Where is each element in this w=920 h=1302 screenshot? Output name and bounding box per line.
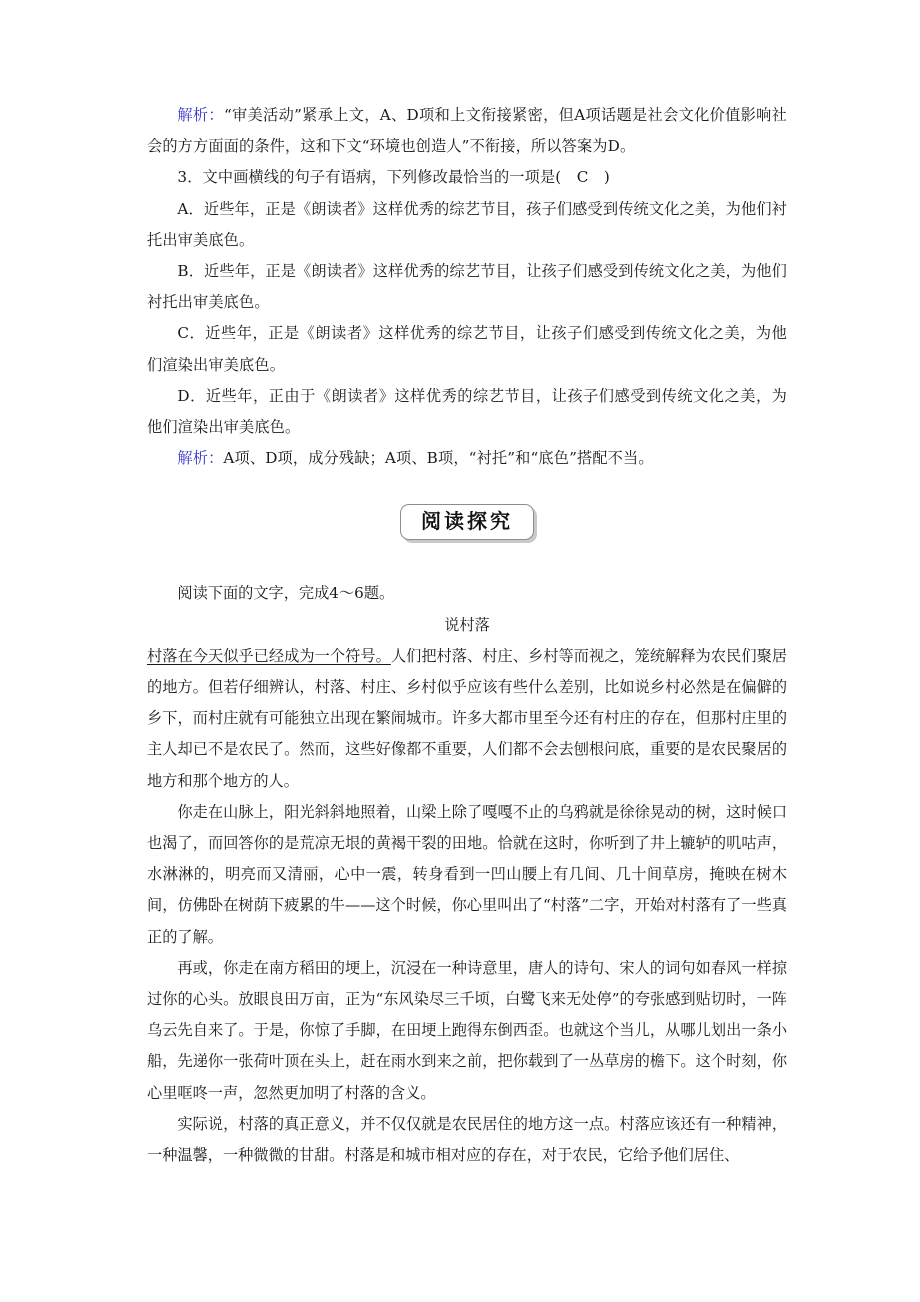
analysis-text-1: “审美活动”紧承上文，A、D项和上文衔接紧密，但A项话题是社会文化价值影响社会的方方面面的条件，这和下文“环境也创造人”不衔接，所以答案为D。 — [147, 106, 787, 156]
reading-paragraph-2: 你走在山脉上，阳光斜斜地照着，山梁上除了嘎嘎不止的乌鸦就是徐徐晃动的树，这时候口也渴了，而回答你的是荒凉无垠的黄褐干裂的田地。恰就在这时，你听到了井上辘轳的叽咕声，水淋淋的，明亮而又清丽，心中一震，转身看到一凹山腰上有几间、几十间草房，掩映在树木间，仿佛卧在树荫下疲累的牛——这个时候，你心里叫出了“村落”二字，开始对村落有了一些真正的了解。 — [147, 802, 787, 946]
analysis-label-2: 解析： — [177, 449, 224, 468]
reading-paragraph-3: 再或，你走在南方稻田的埂上，沉浸在一种诗意里，唐人的诗句、宋人的词句如春风一样掠过你的心头。放眼良田万亩，正为“东风染尽三千顷，白鹭飞来无处停”的夸张感到贴切时，一阵乌云先自来了。于是，你惊了手脚，在田埂上跑得东倒西歪。也就这个当儿，从哪儿划出一条小船，先递你一张荷叶顶在头上，赶在雨水到来之前，把你载到了一丛草房的檐下。这个时刻，你心里哐咚一声，忽然更加明了村落的含义。 — [147, 958, 787, 1102]
analysis-label-1: 解析： — [177, 106, 224, 124]
analysis-block-2 — [147, 443, 787, 474]
section-header-container — [147, 504, 787, 556]
reading-paragraph-1-rest: 人们把村落、村庄、乡村等而视之，笼统解释为农民们聚居的地方。但若仔细辨认，村落、村庄、乡村似乎应该有些什么差别，比如说乡村必然是在偏僻的乡下，而村庄就有可能独立出现在繁闹城市。许多大都市里至今还有村庄的存在，但那村庄里的主人却已不是农民了。然而，这些好像都不重要，人们都不会去刨根问底，重要的是农民聚居的地方和那个地方的人。 — [147, 646, 788, 790]
reading-paragraph-4: 实际说，村落的真正意义，并不仅仅就是农民居住的地方这一点。村落应该还有一种精神，一种温馨，一种微微的甘甜。村落是和城市相对应的存在，对于农民，它给予他们居住、 — [147, 1114, 787, 1165]
page-content — [147, 100, 787, 1171]
question-3-option-a[interactable]: A．近些年，正是《朗读者》这样优秀的综艺节目，孩子们感受到传统文化之美，为他们衬托出审美底色。 — [147, 199, 787, 249]
question-3-option-b[interactable]: B．近些年，正是《朗读者》这样优秀的综艺节目，让孩子们感受到传统文化之美，为他们衬托出审美底色。 — [147, 262, 787, 312]
analysis-block-1 — [147, 100, 787, 162]
analysis-text-2: A项、D项，成分残缺；A项、B项，“衬托”和“底色”搭配不当。 — [223, 449, 654, 468]
question-3-stem: 3．文中画横线的句子有语病，下列修改最恰当的一项是( C ) — [177, 168, 610, 187]
question-3-option-c[interactable]: C．近些年，正是《朗读者》这样优秀的综艺节目，让孩子们感受到传统文化之美，为他们渲染出审美底色。 — [147, 324, 787, 374]
reading-paragraph-1 — [147, 641, 787, 797]
reading-instruction: 阅读下面的文字，完成4～6题。 — [177, 584, 395, 603]
underlined-sentence: 村落在今天似乎已经成为一个符号。 — [147, 646, 391, 665]
section-header-reading-exploration: 阅读探究 — [400, 504, 534, 540]
reading-passage-title: 说村落 — [444, 615, 490, 634]
question-3-option-d[interactable]: D．近些年，正由于《朗读者》这样优秀的综艺节目，让孩子们感受到传统文化之美，为他们渲染出审美底色。 — [147, 386, 787, 437]
